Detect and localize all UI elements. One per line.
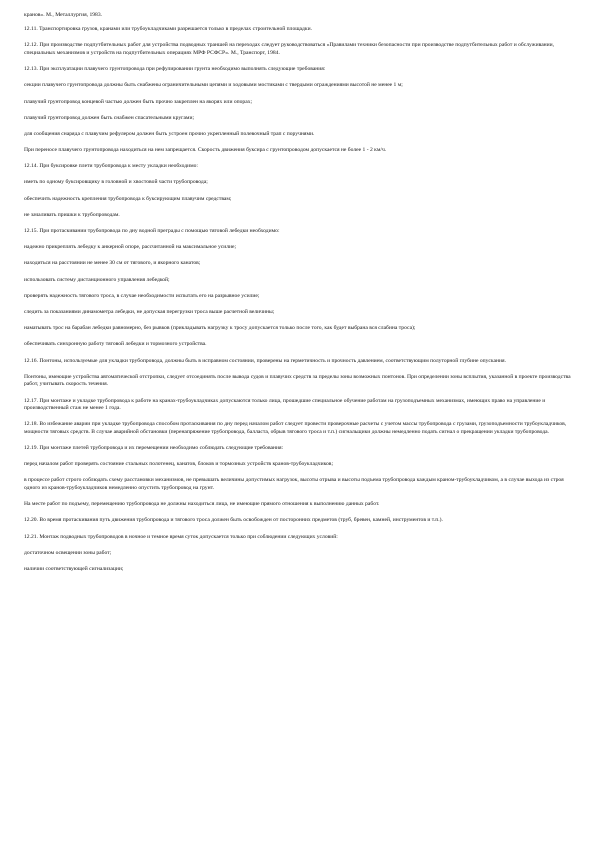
paragraph: 12.13. При эксплуатации плавучего грунтопровода при рефулировании грунта необходимо выполнять следующие требования: <box>24 66 326 73</box>
paragraph: 12.18. Во избежание аварии при укладке трубопровода способом протаскивания по дну перед началом работ следует провести проверочные расчеты с учетом массы трубопровода с грузами, грузоподъемности трубоукладчиков, мощности тяговых средств. В случае аварийной обстановки (перенапряжение трубопровода, балласта, обрыв тягового троса и т.п.) сигнальщики должны немедленно подать сигнал о прекращении укладки трубопровода. <box>24 421 567 435</box>
paragraph: проверять надежность тягового троса, в случае необходимости испытать его на разрывное усилие; <box>24 292 260 299</box>
paragraph: использовать систему дистанционного управления лебедкой; <box>24 276 170 283</box>
paragraph: достаточном освещении зоны работ; <box>24 549 112 556</box>
paragraph: 12.11. Транспортировка грузов, кранами или трубоукладчиками разрешается только в пределах строительной площадки. <box>24 26 312 33</box>
paragraph: 12.12. При производстве подпутбительных работ для устройства подводных траншей на переходах следует руководствоваться «Правилами техники безопасности при производстве подпутбительных работ и обслуживании, специальных механизмов и устройств на подпутбительных операциях МРФ РСФСР». М., Транспорт, 1984. <box>24 42 555 56</box>
paragraph: 12.16. Понтоны, используемые для укладки трубопровода, должны быть в исправном состоянии, проверены на герметичность и прочность давлением, соответствующим полуторной глубине опускания. <box>24 357 506 364</box>
paragraph: иметь по одному буксировщику в головной и хвостовой части трубопровода; <box>24 179 208 186</box>
paragraph: в процессе работ строго соблюдать схему расстановки механизмов, не превышать величины допустимых нагрузок, высоты отрыва и высоты подъема трубопровода каждым краном-трубоукладчиком, а в случае выхода из строя одного из кранов-трубоукладчиков немедленно опустить трубопровод на грунт. <box>24 477 564 492</box>
paragraph: находиться на расстоянии не менее 30 см от тягового, и якорного канатов; <box>24 260 201 267</box>
paragraph: обеспечивать синхронную работу тяговой лебедки и тормозного устройства. <box>24 341 207 348</box>
paragraph: 12.21. Монтаж подводных трубопроводов в ночное и темное время суток допускается только при соблюдении следующих условий: <box>24 533 338 540</box>
paragraph: наматывать трос на барабан лебедки равномерно, без рывков (прикладывать нагрузку к тросу допускается только после того, как будет выбрана вся слабина троса); <box>24 325 416 332</box>
paragraph: При переносе плавучего грунтопровода находиться на нем запрещается. Скорость движения буксира с грунтопроводом допускается не более 1 - 2 км/ч. <box>24 147 387 154</box>
paragraph: секции плавучего грунтопровода должны быть снабжены ограничительными цепями и ходовыми мостиками с твердыми ограждениями высотой не менее 1 м; <box>24 82 403 89</box>
paragraph: обеспечить надежность крепления трубопровода к буксирующим плавучим средствам; <box>24 195 232 202</box>
paragraph: плавучий грунтопровод должен быть снабжен спасательными кругами; <box>24 114 195 121</box>
paragraph: не зачаливать пришки к трубопроводам. <box>24 211 120 218</box>
paragraph: На месте работ по подъему, перемещению трубопровода не должны находиться лица, не имеющие прямого отношения к выполнению данных работ. <box>24 501 380 508</box>
paragraph: следить за показаниями динамометра лебедки, не допуская перегрузки троса выше расчетной величины; <box>24 308 275 315</box>
paragraph: 12.20. Во время протаскивания путь движения трубопровода и тягового троса должен быть освобожден от посторонних предметов (труб, бревен, камней, инструментов и т.п.). <box>24 517 443 524</box>
paragraph: для сообщения снаряда с плавучим рефулером должен быть устроен прочно укрепленный полевочный трап с поручнями. <box>24 130 315 137</box>
paragraph: 12.15. При протаскивании трубопровода по дну водной преграды с помощью тяговой лебедки необходимо: <box>24 228 280 235</box>
paragraph: наличии соответствующей сигнализации; <box>24 565 124 572</box>
paragraph: надежно прикреплять лебедку к анкерной опоре, рассчитанной на максимальное усилие; <box>24 244 237 251</box>
paragraph: Понтоны, имеющие устройства автоматической отстропки, следует отсоединять после вывода судов и плавучих средств за пределы зоны возможных понтонов. При определении зоны всплытия, указанной в проекте производства работ, учитывать скорость течения. <box>24 373 571 388</box>
paragraph: 12.14. При буксировке плети трубопровода к месту укладки необходимо: <box>24 163 198 170</box>
paragraph: 12.19. При монтаже плетей трубопровода и их перемещении необходимо соблюдать следующие требования: <box>24 445 284 452</box>
paragraph: 12.17. При монтаже и укладке трубопровода к работе на кранах-трубоукладчиках допускаются только лица, прошедшие специальное обучение работам на грузоподъемных механизмах, имеющих право на управление и производственный стаж не менее 1 года. <box>24 397 546 412</box>
paragraph: кранов». М., Металлургия, 1983. <box>24 12 103 18</box>
paragraph: плавучий грунтопровод концевой частью должен быть прочно закреплен на якорях или опорах; <box>24 98 253 105</box>
paragraph: перед началом работ проверять состояние стальных полотенец, канатов, блоков и тормозных устройств кранов-трубоукладчиков; <box>24 461 334 468</box>
document-page <box>24 12 572 582</box>
